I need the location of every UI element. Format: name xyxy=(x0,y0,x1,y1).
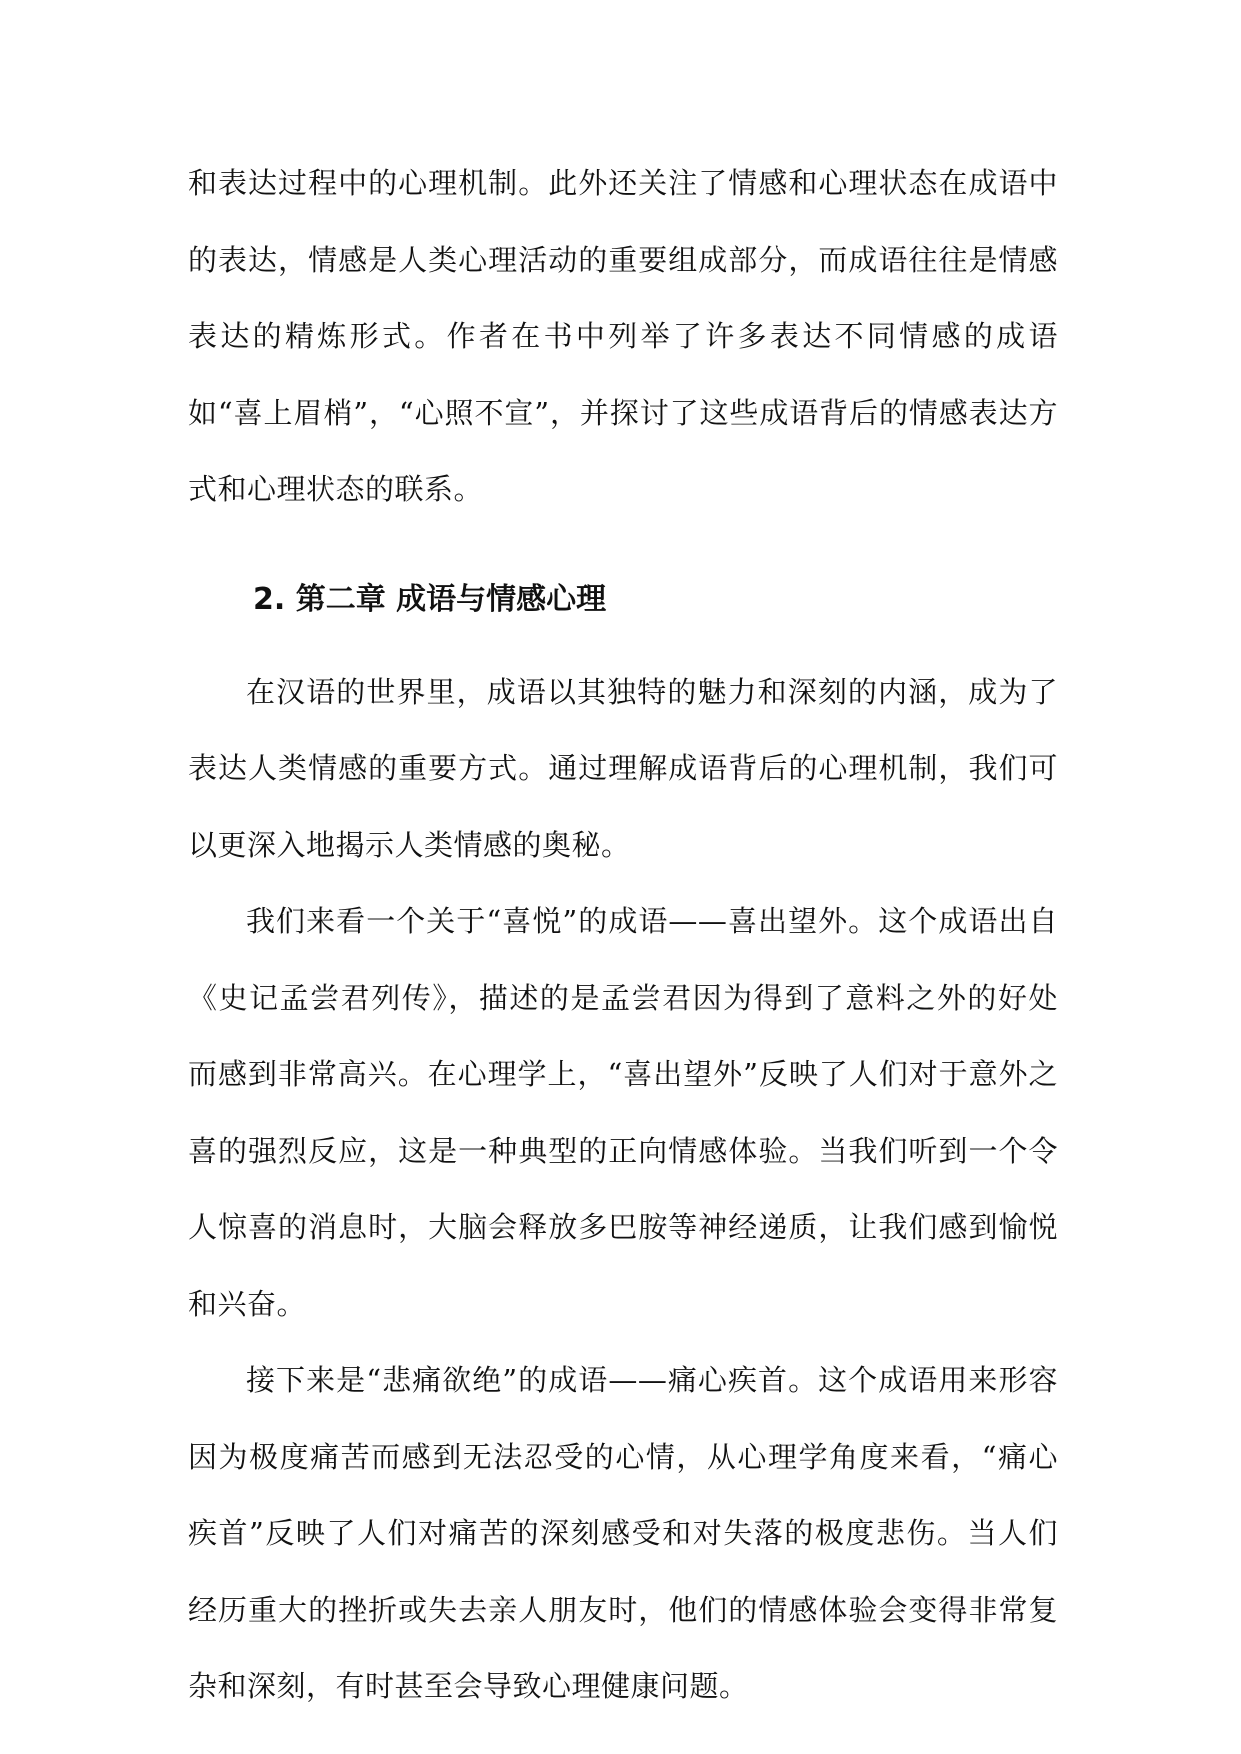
paragraph-continued: 和表达过程中的心理机制。此外还关注了情感和心理状态在成语中的表达，情感是人类心理活动的重要组成部分，而成语往往是情感表达的精炼形式。作者在书中列举了许多表达不同情感的成语如“喜上眉梢”，“心照不宣”，并探讨了这些成语背后的情感表达方式和心理状态的联系。 xyxy=(188,166,1058,506)
spacer xyxy=(188,620,1058,654)
paragraph-intro: 在汉语的世界里，成语以其独特的魅力和深刻的内涵，成为了表达人类情感的重要方式。通过理解成语背后的心理机制，我们可以更深入地揭示人类情感的奥秘。 xyxy=(188,674,1058,862)
paragraph-sorrow: 接下来是“悲痛欲绝”的成语——痛心疾首。这个成语用来形容因为极度痛苦而感到无法忍受的心情，从心理学角度来看，“痛心疾首”反映了人们对痛苦的深刻感受和对失落的极度悲伤。当人们经历重大的挫折或失去亲人朋友时，他们的情感体验会变得非常复杂和深刻，有时甚至会导致心理健康问题。 xyxy=(188,1363,1058,1703)
chapter-heading: 2. 第二章 成语与情感心理 xyxy=(253,581,607,617)
spacer xyxy=(188,528,1058,580)
document-page xyxy=(188,145,1058,1725)
paragraph-joy: 我们来看一个关于“喜悦”的成语——喜出望外。这个成语出自《史记孟尝君列传》，描述的是孟尝君因为得到了意料之外的好处而感到非常高兴。在心理学上，“喜出望外”反映了人们对于意外之喜的强烈反应，这是一种典型的正向情感体验。当我们听到一个令人惊喜的消息时，大脑会释放多巴胺等神经递质，让我们感到愉悦和兴奋。 xyxy=(188,904,1058,1321)
